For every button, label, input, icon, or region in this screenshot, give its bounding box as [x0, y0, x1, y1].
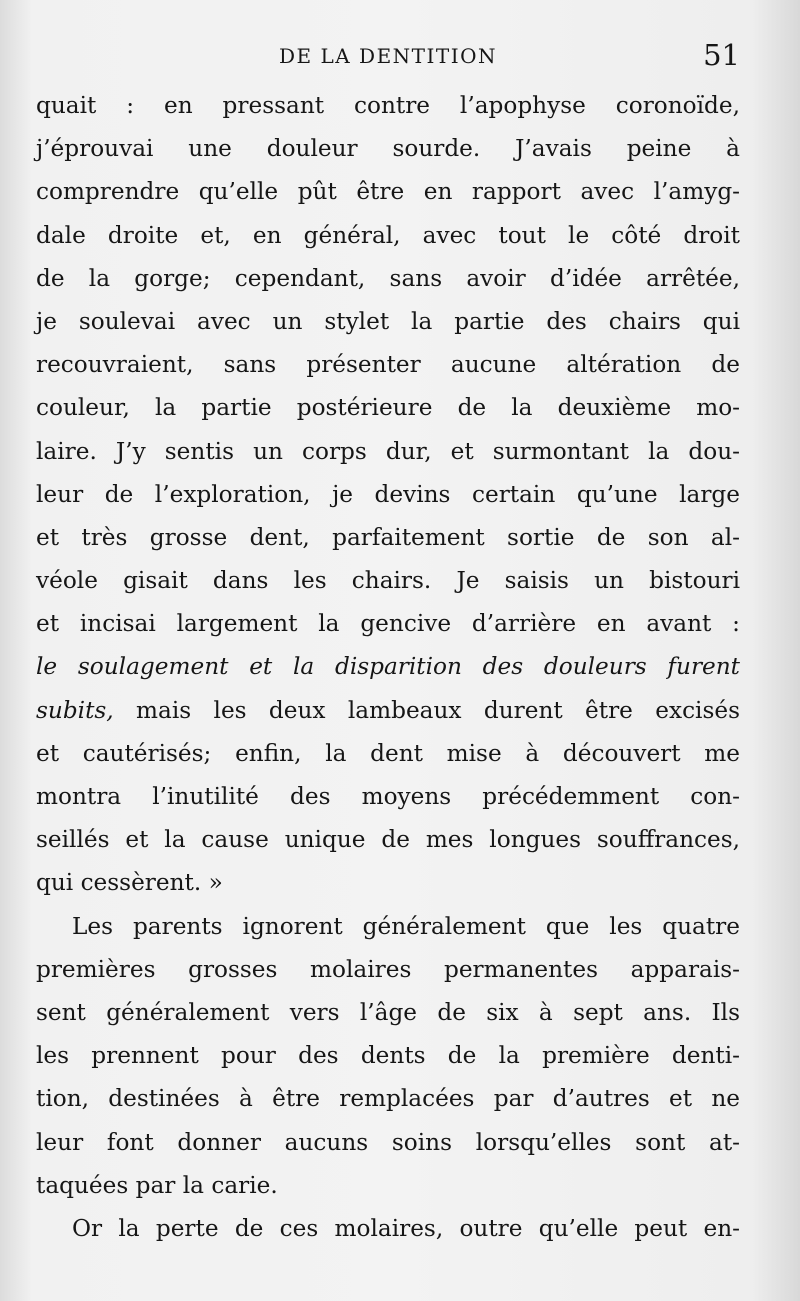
text-line: taquées par la carie.: [36, 1171, 278, 1199]
page-number: 51: [703, 38, 740, 72]
text-line: sent généralement vers l’âge de six à sept ans. Ils: [36, 998, 740, 1026]
text-line: de la gorge; cependant, sans avoir d’idée arrêtée,: [36, 264, 740, 292]
text-line: dale droite et, en général, avec tout le côté droit: [36, 221, 740, 249]
text-line: recouvraient, sans présenter aucune altération de: [36, 351, 740, 379]
text-line: et très grosse dent, parfaitement sortie de son al-: [36, 523, 740, 551]
body-text: [36, 84, 740, 1250]
text-line-italic: le soulagement et la disparition des douleurs furent: [36, 653, 740, 681]
text-line: comprendre qu’elle pût être en rapport avec l’amyg-: [36, 178, 740, 206]
paragraph-first-line: Or la perte de ces molaires, outre qu’elle peut en-: [72, 1214, 740, 1242]
text-line: leur de l’exploration, je devins certain qu’une large: [36, 480, 740, 508]
text-line: couleur, la partie postérieure de la deuxième mo-: [36, 394, 740, 422]
text-line: véole gisait dans les chairs. Je saisis un bistouri: [36, 567, 740, 595]
page-header: [36, 38, 740, 78]
running-head: DE LA DENTITION: [278, 44, 498, 68]
text-line: je soulevai avec un stylet la partie des chairs qui: [36, 307, 740, 335]
paragraph-first-line: Les parents ignorent généralement que les quatre: [72, 912, 740, 940]
text-line: premières grosses molaires permanentes apparais-: [36, 955, 740, 983]
text-line: j’éprouvai une douleur sourde. J’avais peine à: [36, 135, 740, 163]
text-segment: mais les deux lambeaux durent être excisés: [113, 696, 740, 724]
text-line: leur font donner aucuns soins lorsqu’elles sont at-: [36, 1128, 740, 1156]
text-line: et cautérisés; enfin, la dent mise à découvert me: [36, 739, 740, 767]
text-line: [36, 689, 740, 732]
text-line: quait : en pressant contre l’apophyse coronoïde,: [36, 92, 740, 119]
text-line: tion, destinées à être remplacées par d’autres et ne: [36, 1085, 740, 1113]
text-line: qui cessèrent. »: [36, 869, 223, 897]
text-line: et incisai largement la gencive d’arrière en avant :: [36, 610, 740, 638]
italic-word: subits,: [36, 696, 114, 724]
text-line: montra l’inutilité des moyens précédemment con-: [36, 783, 740, 810]
text-line: laire. J’y sentis un corps dur, et surmontant la dou-: [36, 437, 740, 465]
text-line: seillés et la cause unique de mes longues souffrances,: [36, 826, 740, 854]
text-line: les prennent pour des dents de la première denti-: [36, 1042, 740, 1070]
